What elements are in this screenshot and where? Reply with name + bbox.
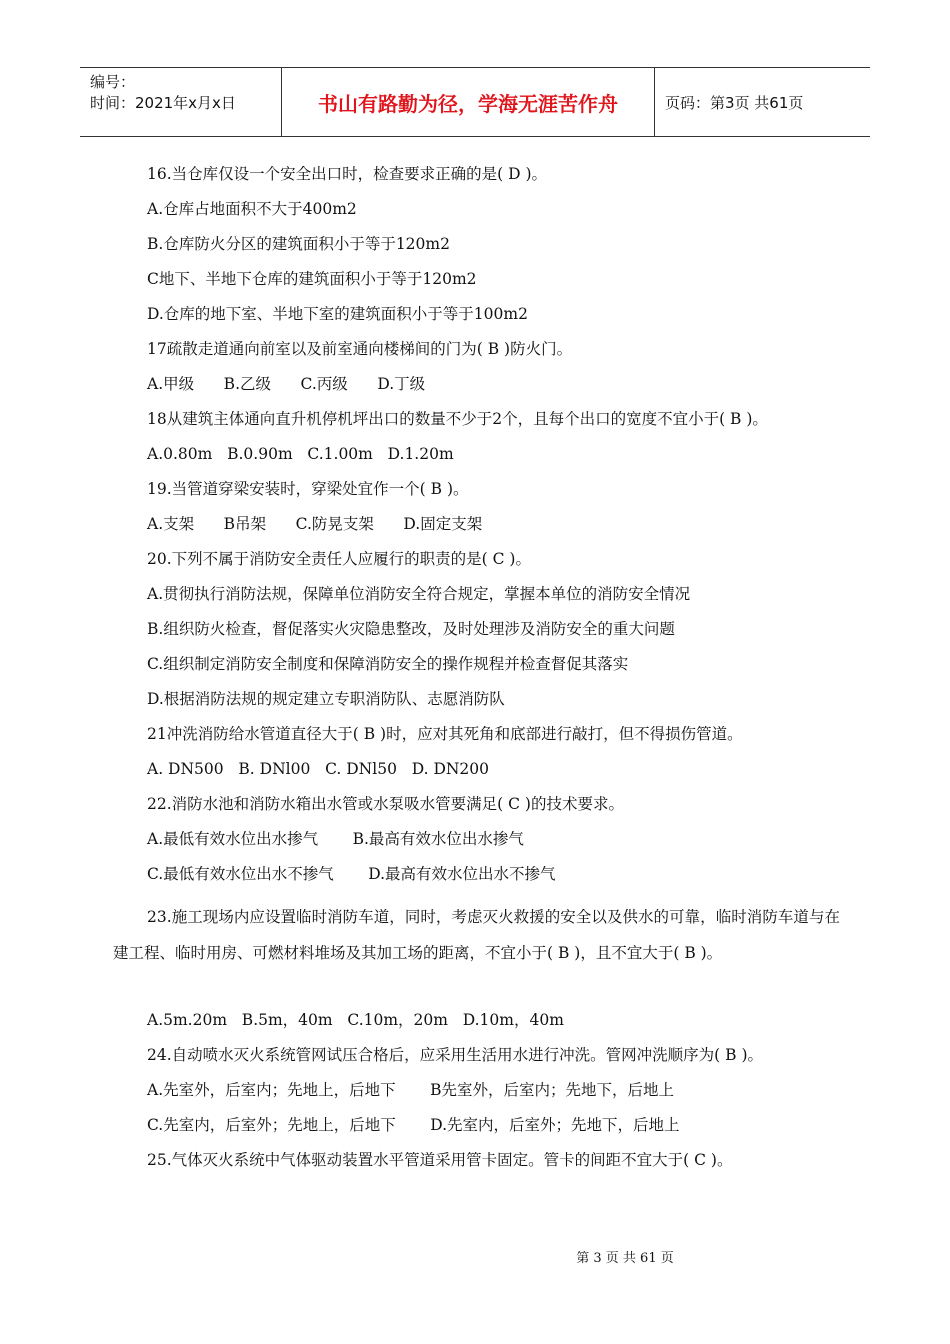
document-date-label: 时间：2021年x月x日 [90,94,236,112]
question-25: 25.气体灭火系统中气体驱动装置水平管道采用管卡固定。管卡的间距不宜大于( C )。 [147,1151,733,1169]
option-line: A.甲级 B.乙级 C.丙级 D.丁级 [147,375,426,393]
option-line: A.5m.20m B.5m，40m C.10m，20m D.10m，40m [147,1011,564,1029]
option-line: C.先室内，后室外；先地上，后地下 D.先室内，后室外；先地下，后地上 [147,1116,680,1134]
page-header [80,67,870,137]
option-line: D.仓库的地下室、半地下室的建筑面积小于等于100m2 [147,305,528,323]
page-footer: 第 3 页 共 61 页 [576,1251,674,1266]
question-19: 19.当管道穿梁安装时，穿梁处宜作一个( B )。 [147,480,469,498]
question-17: 17疏散走道通向前室以及前室通向楼梯间的门为( B )防火门。 [147,340,573,358]
question-22: 22.消防水池和消防水箱出水管或水泵吸水管要满足( C )的技术要求。 [147,795,624,813]
document-number-label: 编号： [90,73,136,91]
option-line: A. DN500 B. DNl00 C. DNl50 D. DN200 [147,760,490,778]
question-23: 23.施工现场内应设置临时消防车道，同时，考虑灭火救援的安全以及供水的可靠，临时消防车道与在建工程、临时用房、可燃材料堆场及其加工场的距离，不宜小于( B )，且不宜大于( B )。 [113,908,840,962]
option-line: B.组织防火检查，督促落实火灾隐患整改，及时处理涉及消防安全的重大问题 [147,620,675,638]
option-line: B.仓库防火分区的建筑面积小于等于120m2 [147,235,450,253]
question-16: 16.当仓库仅设一个安全出口时，检查要求正确的是( D )。 [147,165,548,183]
option-line: A.支架 B吊架 C.防晃支架 D.固定支架 [147,515,483,533]
header-motto: 书山有路勤为径，学海无涯苦作舟 [282,68,655,136]
option-line: C地下、半地下仓库的建筑面积小于等于120m2 [147,270,477,288]
question-18: 18从建筑主体通向直升机停机坪出口的数量不少于2个，且每个出口的宽度不宜小于( B )。 [147,410,768,428]
option-line: A.最低有效水位出水掺气 B.最高有效水位出水掺气 [147,830,524,848]
option-line: C.最低有效水位出水不掺气 D.最高有效水位出水不掺气 [147,865,556,883]
question-21: 21冲洗消防给水管道直径大于( B )时，应对其死角和底部进行敲打，但不得损伤管道。 [147,725,743,743]
header-page-info: 页码：第3页 共61页 [665,93,804,112]
option-line: A.0.80m B.0.90m C.1.00m D.1.20m [147,445,454,463]
option-line: A.先室外，后室内；先地上，后地下 B先室外，后室内；先地下，后地上 [147,1081,675,1099]
option-line: D.根据消防法规的规定建立专职消防队、志愿消防队 [147,690,505,708]
option-line: A.贯彻执行消防法规，保障单位消防安全符合规定，掌握本单位的消防安全情况 [147,585,691,603]
header-left-cell [80,68,282,136]
question-20: 20.下列不属于消防安全责任人应履行的职责的是( C )。 [147,550,531,568]
option-line: A.仓库占地面积不大于400m2 [147,200,357,218]
question-24: 24.自动喷水灭火系统管网试压合格后，应采用生活用水进行冲洗。管网冲洗顺序为( B )。 [147,1046,763,1064]
option-line: C.组织制定消防安全制度和保障消防安全的操作规程并检查督促其落实 [147,655,629,673]
